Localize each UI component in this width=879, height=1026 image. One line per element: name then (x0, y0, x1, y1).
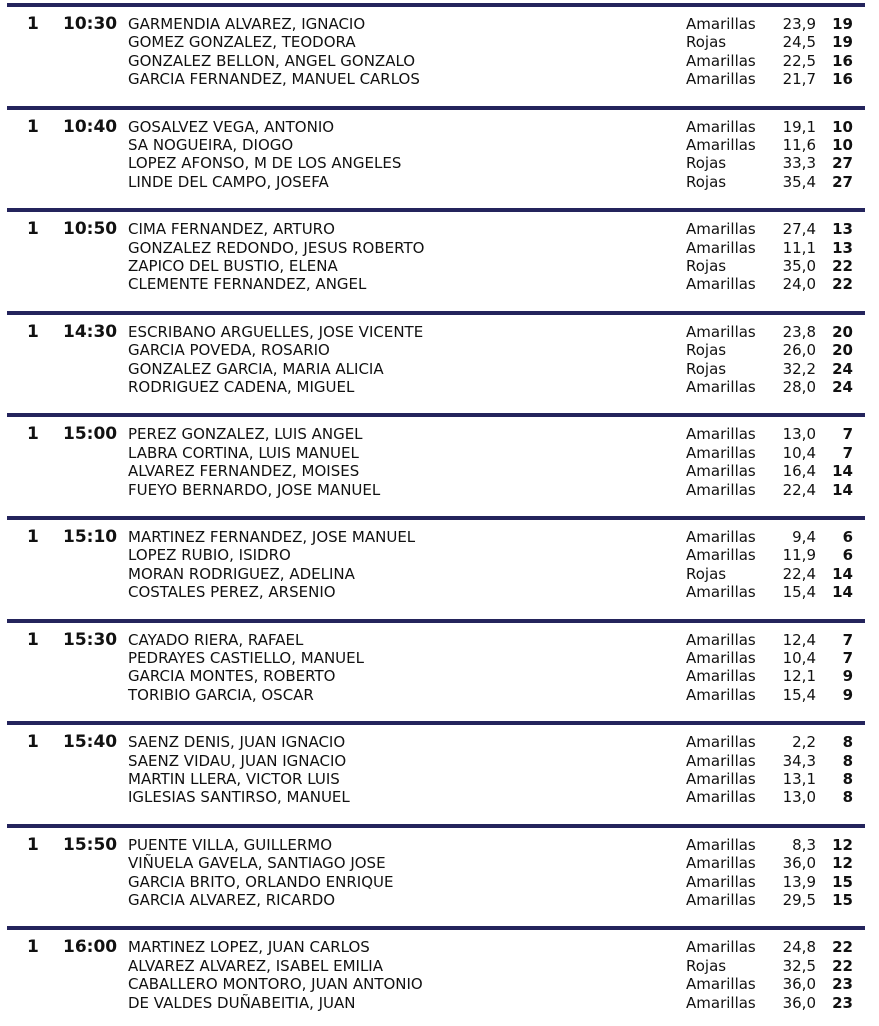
player-playing-handicap: 24 (832, 377, 853, 396)
player-name: LABRA CORTINA, LUIS MANUEL (128, 443, 359, 462)
tee-group (7, 106, 865, 206)
player-handicap: 35,0 (782, 256, 816, 275)
player-list (7, 836, 865, 910)
player-handicap: 13,9 (782, 872, 816, 891)
player-tee-color: Amarillas (686, 835, 756, 854)
player-name: COSTALES PEREZ, ARSENIO (128, 583, 336, 602)
tee-number: 1 (27, 937, 39, 958)
player-row (7, 957, 865, 975)
tee-group (7, 619, 865, 719)
tee-group (7, 311, 865, 411)
tee-number: 1 (27, 732, 39, 753)
player-name: IGLESIAS SANTIRSO, MANUEL (128, 788, 350, 807)
player-tee-color: Rojas (686, 33, 727, 52)
player-tee-color: Amarillas (686, 854, 756, 873)
player-tee-color: Amarillas (686, 975, 756, 994)
player-name: VIÑUELA GAVELA, SANTIAGO JOSE (128, 854, 386, 873)
tee-time: 10:30 (63, 14, 118, 34)
player-handicap: 29,5 (782, 890, 816, 909)
player-name: ESCRIBANO ARGUELLES, JOSE VICENTE (128, 322, 424, 341)
tee-group (7, 721, 865, 821)
player-name: SA NOGUEIRA, DIOGO (128, 135, 294, 154)
player-name: GARCIA POVEDA, ROSARIO (128, 341, 330, 360)
player-handicap: 26,0 (782, 341, 816, 360)
player-playing-handicap: 19 (832, 15, 853, 33)
player-tee-color: Amarillas (686, 993, 756, 1012)
player-name: FUEYO BERNARDO, JOSE MANUEL (128, 480, 381, 499)
player-row (7, 546, 865, 564)
player-name: ZAPICO DEL BUSTIO, ELENA (128, 256, 338, 275)
player-handicap: 33,3 (782, 154, 816, 173)
player-playing-handicap: 16 (832, 70, 853, 89)
player-playing-handicap: 20 (832, 341, 853, 360)
player-handicap: 28,0 (782, 377, 816, 396)
player-handicap: 13,0 (782, 788, 816, 807)
player-row (7, 770, 865, 788)
group-divider (7, 619, 865, 623)
player-tee-color: Rojas (686, 564, 727, 583)
player-tee-color: Amarillas (686, 685, 756, 704)
player-name: GARCIA FERNANDEZ, MANUEL CARLOS (128, 70, 420, 89)
player-name: MARTIN LLERA, VICTOR LUIS (128, 769, 340, 788)
player-row (7, 425, 865, 443)
player-row (7, 220, 865, 238)
tee-time: 15:40 (63, 732, 118, 753)
player-row (7, 631, 865, 649)
player-tee-color: Rojas (686, 256, 727, 275)
player-row (7, 994, 865, 1012)
player-handicap: 16,4 (782, 462, 816, 481)
tee-number: 1 (27, 834, 39, 855)
player-tee-color: Amarillas (686, 528, 756, 546)
player-row (7, 275, 865, 293)
player-row (7, 975, 865, 993)
player-playing-handicap: 10 (832, 135, 853, 154)
tee-time: 15:50 (63, 834, 118, 855)
player-row (7, 565, 865, 583)
player-tee-color: Rojas (686, 172, 727, 191)
tee-time: 16:00 (63, 937, 118, 958)
player-tee-color: Amarillas (686, 135, 756, 154)
player-row (7, 52, 865, 70)
player-tee-color: Amarillas (686, 322, 756, 341)
player-tee-color: Amarillas (686, 583, 756, 602)
player-playing-handicap: 20 (832, 322, 853, 341)
player-playing-handicap: 22 (832, 938, 853, 957)
player-name: MORAN RODRIGUEZ, ADELINA (128, 564, 355, 583)
player-playing-handicap: 14 (832, 583, 853, 602)
tee-time: 10:50 (63, 219, 118, 240)
player-name: GOSALVEZ VEGA, ANTONIO (128, 117, 335, 136)
tee-number: 1 (27, 14, 39, 34)
tee-group (7, 824, 865, 924)
player-playing-handicap: 27 (832, 172, 853, 191)
player-name: GARMENDIA ALVAREZ, IGNACIO (128, 15, 366, 33)
player-name: PEDRAYES CASTIELLO, MANUEL (128, 648, 364, 667)
player-playing-handicap: 15 (832, 872, 853, 891)
tee-group (7, 516, 865, 616)
player-playing-handicap: 8 (842, 751, 853, 770)
player-tee-color: Amarillas (686, 788, 756, 807)
player-playing-handicap: 7 (842, 443, 853, 462)
player-playing-handicap: 22 (832, 956, 853, 975)
player-playing-handicap: 12 (832, 835, 853, 854)
tee-number: 1 (27, 219, 39, 240)
player-list (7, 15, 865, 89)
player-name: LINDE DEL CAMPO, JOSEFA (128, 172, 329, 191)
player-row (7, 667, 865, 685)
player-playing-handicap: 24 (832, 359, 853, 378)
player-tee-color: Amarillas (686, 938, 756, 957)
player-row (7, 528, 865, 546)
player-handicap: 22,4 (782, 480, 816, 499)
player-list (7, 118, 865, 192)
player-tee-color: Amarillas (686, 480, 756, 499)
player-row (7, 686, 865, 704)
player-playing-handicap: 14 (832, 564, 853, 583)
player-list (7, 528, 865, 602)
player-playing-handicap: 9 (842, 685, 853, 704)
player-tee-color: Amarillas (686, 648, 756, 667)
player-handicap: 10,4 (782, 443, 816, 462)
tee-group (7, 3, 865, 103)
player-handicap: 8,3 (792, 835, 816, 854)
player-row (7, 323, 865, 341)
group-divider (7, 3, 865, 7)
tee-number: 1 (27, 629, 39, 650)
player-name: CABALLERO MONTORO, JUAN ANTONIO (128, 975, 423, 994)
tee-number: 1 (27, 424, 39, 445)
player-list (7, 425, 865, 499)
player-name: CIMA FERNANDEZ, ARTURO (128, 220, 335, 239)
player-handicap: 13,1 (782, 769, 816, 788)
player-row (7, 341, 865, 359)
player-tee-color: Amarillas (686, 769, 756, 788)
player-row (7, 70, 865, 88)
player-row (7, 938, 865, 956)
player-name: MARTINEZ LOPEZ, JUAN CARLOS (128, 938, 370, 957)
player-tee-color: Amarillas (686, 443, 756, 462)
player-tee-color: Amarillas (686, 275, 756, 294)
player-name: CAYADO RIERA, RAFAEL (128, 630, 304, 649)
player-tee-color: Amarillas (686, 425, 756, 444)
player-tee-color: Amarillas (686, 751, 756, 770)
tee-time: 15:00 (63, 424, 118, 445)
player-handicap: 35,4 (782, 172, 816, 191)
player-handicap: 12,4 (782, 630, 816, 649)
player-playing-handicap: 12 (832, 854, 853, 873)
player-tee-color: Rojas (686, 154, 727, 173)
player-playing-handicap: 14 (832, 462, 853, 481)
player-row (7, 173, 865, 191)
player-handicap: 36,0 (782, 854, 816, 873)
player-tee-color: Amarillas (686, 630, 756, 649)
tee-group (7, 208, 865, 308)
player-tee-color: Rojas (686, 341, 727, 360)
player-row (7, 854, 865, 872)
player-tee-color: Amarillas (686, 733, 756, 752)
player-tee-color: Amarillas (686, 220, 756, 239)
player-row (7, 118, 865, 136)
player-name: PEREZ GONZALEZ, LUIS ANGEL (128, 425, 363, 444)
player-handicap: 24,5 (782, 33, 816, 52)
player-list (7, 938, 865, 1012)
group-divider (7, 106, 865, 110)
player-playing-handicap: 15 (832, 890, 853, 909)
player-tee-color: Rojas (686, 359, 727, 378)
player-row (7, 583, 865, 601)
tee-group (7, 413, 865, 513)
player-row (7, 873, 865, 891)
player-name: SAENZ VIDAU, JUAN IGNACIO (128, 751, 347, 770)
player-handicap: 22,5 (782, 51, 816, 70)
tee-time: 15:10 (63, 527, 118, 547)
player-row (7, 257, 865, 275)
player-handicap: 32,2 (782, 359, 816, 378)
player-playing-handicap: 22 (832, 256, 853, 275)
player-list (7, 733, 865, 807)
player-list (7, 220, 865, 294)
player-row (7, 378, 865, 396)
player-handicap: 21,7 (782, 70, 816, 89)
player-handicap: 27,4 (782, 220, 816, 239)
player-playing-handicap: 6 (842, 546, 853, 565)
player-handicap: 15,4 (782, 583, 816, 602)
player-handicap: 10,4 (782, 648, 816, 667)
player-handicap: 22,4 (782, 564, 816, 583)
player-tee-color: Amarillas (686, 15, 756, 33)
player-name: GONZALEZ BELLON, ANGEL GONZALO (128, 51, 416, 70)
player-name: PUENTE VILLA, GUILLERMO (128, 835, 333, 854)
player-row (7, 733, 865, 751)
player-name: TORIBIO GARCIA, OSCAR (128, 685, 314, 704)
player-handicap: 34,3 (782, 751, 816, 770)
group-divider (7, 413, 865, 417)
player-row (7, 136, 865, 154)
player-playing-handicap: 10 (832, 117, 853, 136)
group-divider (7, 311, 865, 315)
player-playing-handicap: 8 (842, 733, 853, 752)
player-playing-handicap: 23 (832, 993, 853, 1012)
player-name: MARTINEZ FERNANDEZ, JOSE MANUEL (128, 528, 416, 546)
player-tee-color: Amarillas (686, 117, 756, 136)
player-playing-handicap: 27 (832, 154, 853, 173)
player-playing-handicap: 7 (842, 630, 853, 649)
player-tee-color: Amarillas (686, 462, 756, 481)
player-playing-handicap: 6 (842, 528, 853, 546)
group-divider (7, 721, 865, 725)
player-name: ALVAREZ ALVAREZ, ISABEL EMILIA (128, 956, 383, 975)
player-row (7, 239, 865, 257)
player-row (7, 836, 865, 854)
group-divider (7, 516, 865, 520)
player-tee-color: Amarillas (686, 667, 756, 686)
player-row (7, 360, 865, 378)
player-row (7, 444, 865, 462)
player-tee-color: Amarillas (686, 546, 756, 565)
player-playing-handicap: 8 (842, 769, 853, 788)
player-row (7, 462, 865, 480)
player-playing-handicap: 23 (832, 975, 853, 994)
player-handicap: 32,5 (782, 956, 816, 975)
player-playing-handicap: 19 (832, 33, 853, 52)
player-name: SAENZ DENIS, JUAN IGNACIO (128, 733, 346, 752)
player-tee-color: Amarillas (686, 238, 756, 257)
player-handicap: 24,0 (782, 275, 816, 294)
player-handicap: 23,8 (782, 322, 816, 341)
player-handicap: 2,2 (792, 733, 816, 752)
group-divider (7, 926, 865, 930)
player-name: CLEMENTE FERNANDEZ, ANGEL (128, 275, 367, 294)
tee-time: 15:30 (63, 629, 118, 650)
player-name: LOPEZ RUBIO, ISIDRO (128, 546, 291, 565)
player-name: GARCIA ALVAREZ, RICARDO (128, 890, 336, 909)
player-handicap: 9,4 (792, 528, 816, 546)
tee-time: 14:30 (63, 321, 118, 342)
player-list (7, 631, 865, 705)
tee-number: 1 (27, 116, 39, 137)
player-playing-handicap: 13 (832, 220, 853, 239)
player-handicap: 19,1 (782, 117, 816, 136)
player-handicap: 11,9 (782, 546, 816, 565)
player-handicap: 11,1 (782, 238, 816, 257)
player-name: GONZALEZ REDONDO, JESUS ROBERTO (128, 238, 425, 257)
player-name: ALVAREZ FERNANDEZ, MOISES (128, 462, 360, 481)
group-divider (7, 208, 865, 212)
player-playing-handicap: 9 (842, 667, 853, 686)
player-name: GARCIA MONTES, ROBERTO (128, 667, 336, 686)
tee-number: 1 (27, 321, 39, 342)
player-handicap: 13,0 (782, 425, 816, 444)
tee-group (7, 926, 865, 1026)
player-tee-color: Amarillas (686, 51, 756, 70)
player-handicap: 15,4 (782, 685, 816, 704)
player-tee-color: Amarillas (686, 872, 756, 891)
player-name: DE VALDES DUÑABEITIA, JUAN (128, 993, 356, 1012)
player-playing-handicap: 7 (842, 425, 853, 444)
tee-number: 1 (27, 527, 39, 547)
player-row (7, 15, 865, 33)
player-name: GONZALEZ GARCIA, MARIA ALICIA (128, 359, 384, 378)
tee-time: 10:40 (63, 116, 118, 137)
player-name: LOPEZ AFONSO, M DE LOS ANGELES (128, 154, 402, 173)
player-tee-color: Rojas (686, 956, 727, 975)
player-row (7, 33, 865, 51)
player-handicap: 24,8 (782, 938, 816, 957)
player-handicap: 11,6 (782, 135, 816, 154)
player-list (7, 323, 865, 397)
player-name: GARCIA BRITO, ORLANDO ENRIQUE (128, 872, 394, 891)
player-playing-handicap: 8 (842, 788, 853, 807)
player-handicap: 36,0 (782, 975, 816, 994)
player-playing-handicap: 7 (842, 648, 853, 667)
player-row (7, 788, 865, 806)
player-playing-handicap: 13 (832, 238, 853, 257)
player-playing-handicap: 16 (832, 51, 853, 70)
player-handicap: 23,9 (782, 15, 816, 33)
player-tee-color: Amarillas (686, 890, 756, 909)
player-row (7, 481, 865, 499)
player-row (7, 891, 865, 909)
player-row (7, 154, 865, 172)
group-divider (7, 824, 865, 828)
player-handicap: 12,1 (782, 667, 816, 686)
player-handicap: 36,0 (782, 993, 816, 1012)
player-row (7, 649, 865, 667)
player-playing-handicap: 22 (832, 275, 853, 294)
player-name: RODRIGUEZ CADENA, MIGUEL (128, 377, 355, 396)
player-name: GOMEZ GONZALEZ, TEODORA (128, 33, 356, 52)
player-tee-color: Amarillas (686, 377, 756, 396)
player-tee-color: Amarillas (686, 70, 756, 89)
player-playing-handicap: 14 (832, 480, 853, 499)
player-row (7, 752, 865, 770)
